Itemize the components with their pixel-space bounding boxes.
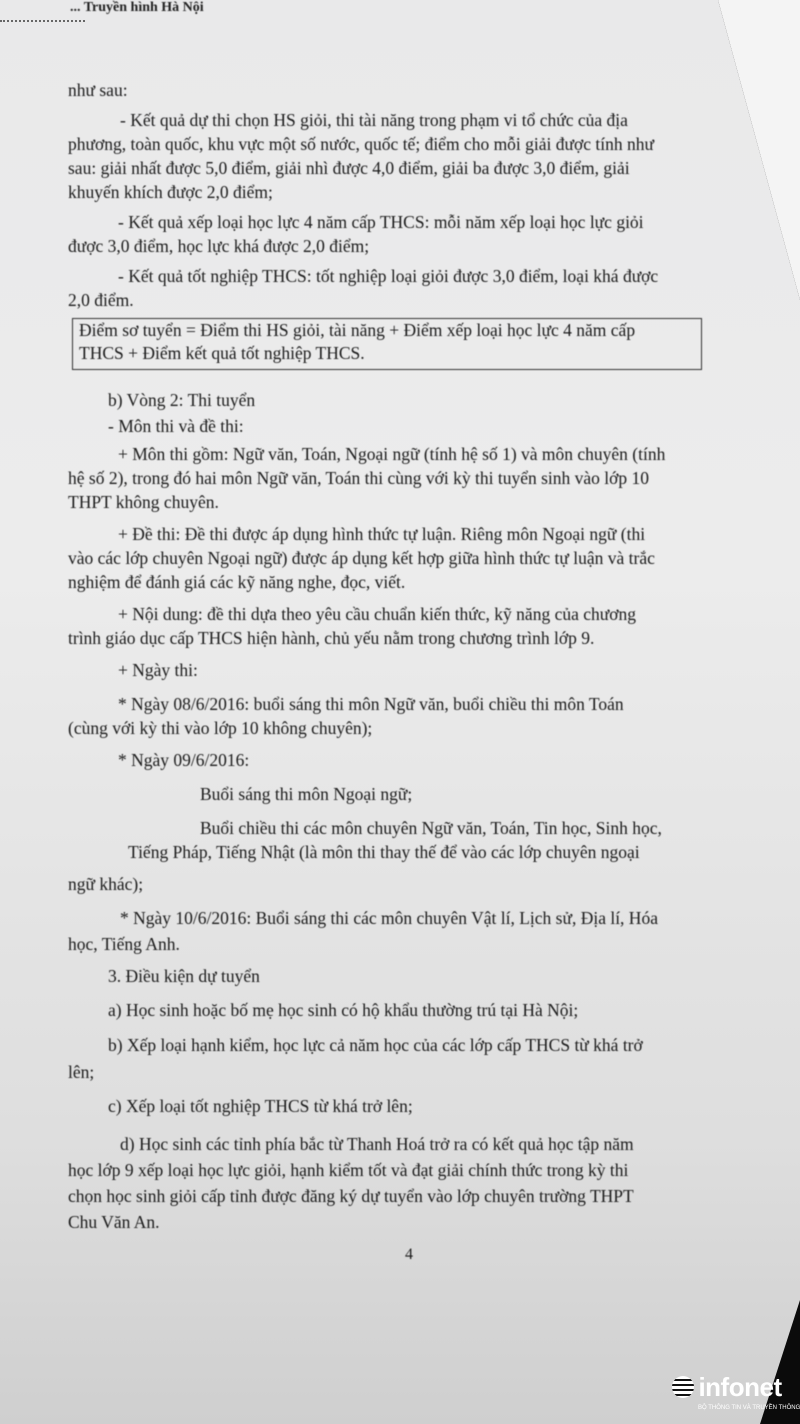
text-line: nghiệm để đánh giá các kỹ năng nghe, đọc, viết. [68,572,406,592]
text-line: b) Xếp loại hạnh kiểm, học lực cả năm học của các lớp cấp THCS từ khá trở [108,1035,643,1055]
text-line: lên; [68,1062,95,1082]
infonet-watermark [672,1372,800,1412]
text-line: (cùng với kỳ thi vào lớp 10 không chuyên); [68,718,373,738]
text-line: vào các lớp chuyên Ngoại ngữ) được áp dụng kết hợp giữa hình thức tự luận và trắc [68,548,655,568]
text-line: * Ngày 08/6/2016: buổi sáng thi môn Ngữ văn, buổi chiều thi môn Toán [118,694,624,714]
page-header: ... Truyền hình Hà Nội [70,0,204,15]
text-line: d) Học sinh các tỉnh phía bắc từ Thanh Hoá trở ra có kết quả học tập năm [120,1134,634,1154]
text-line: trình giáo dục cấp THCS hiện hành, chủ yếu nằm trong chương trình lớp 9. [68,628,595,648]
text-line: Tiếng Pháp, Tiếng Nhật (là môn thi thay thế để vào các lớp chuyên ngoại [128,842,640,862]
text-line: THPT không chuyên. [68,492,219,512]
text-line: + Đề thi: Đề thi được áp dụng hình thức tự luận. Riêng môn Ngoại ngữ (thi [118,524,646,544]
text-line: chọn học sinh giỏi cấp tỉnh được đăng ký dự tuyển vào lớp chuyên trường THPT [68,1186,634,1206]
text-line: - Kết quả tốt nghiệp THCS: tốt nghiệp loại giỏi được 3,0 điểm, loại khá được [118,266,659,286]
text-line: 3. Điều kiện dự tuyển [108,966,260,986]
text-line: sau: giải nhất được 5,0 điểm, giải nhì được 4,0 điểm, giải ba được 3,0 điểm, giải [68,158,630,178]
globe-icon [672,1376,694,1398]
formula-line: Điểm sơ tuyển = Điểm thi HS giỏi, tài năng + Điểm xếp loại học lực 4 năm cấp [79,320,636,340]
text-line: Buổi chiều thi các môn chuyên Ngữ văn, Toán, Tin học, Sinh học, [200,818,662,838]
text-line: hệ số 2), trong đó hai môn Ngữ văn, Toán thi cùng với kỳ thi tuyển sinh vào lớp 10 [68,468,650,488]
text-line: 2,0 điểm. [68,290,134,310]
text-line: + Môn thi gồm: Ngữ văn, Toán, Ngoại ngữ (tính hệ số 1) và môn chuyên (tính [118,444,666,464]
text-line: - Môn thi và đề thi: [108,416,244,436]
text-line: - Kết quả dự thi chọn HS giỏi, thi tài năng trong phạm vi tổ chức của địa [120,110,628,130]
text-line: c) Xếp loại tốt nghiệp THCS từ khá trở lên; [108,1096,413,1116]
text-line: được 3,0 điểm, học lực khá được 2,0 điểm; [68,236,370,256]
text-line: * Ngày 09/6/2016: [118,750,250,770]
text-line: ngữ khác); [68,874,144,894]
text-line: Chu Văn An. [68,1212,160,1232]
text-line: * Ngày 10/6/2016: Buổi sáng thi các môn chuyên Vật lí, Lịch sử, Địa lí, Hóa [120,908,658,928]
text-line: b) Vòng 2: Thi tuyển [108,390,256,410]
watermark-brand: infonet [698,1372,782,1402]
text-line: + Ngày thi: [118,660,198,680]
text-line: - Kết quả xếp loại học lực 4 năm cấp THCS: mỗi năm xếp loại học lực giỏi [118,212,644,232]
formula-box [72,318,702,370]
text-line: khuyến khích được 2,0 điểm; [68,182,273,202]
text-line: như sau: [68,80,128,100]
watermark-subtitle: BỘ THÔNG TIN VÀ TRUYỀN THÔNG [698,1405,800,1411]
text-line: phương, toàn quốc, khu vực một số nước, quốc tế; điểm cho mỗi giải được tính như [68,134,655,154]
page-number: 4 [405,1246,413,1263]
text-line: học lớp 9 xếp loại học lực giỏi, hạnh kiểm tốt và đạt giải chính thức trong kỳ thi [68,1160,629,1180]
text-line: a) Học sinh hoặc bố mẹ học sinh có hộ khẩu thường trú tại Hà Nội; [108,1000,579,1020]
text-line: Buổi sáng thi môn Ngoại ngữ; [200,784,413,804]
text-line: học, Tiếng Anh. [68,934,180,954]
text-line: + Nội dung: đề thi dựa theo yêu cầu chuẩn kiến thức, kỹ năng của chương [118,604,636,624]
formula-line: THCS + Điểm kết quả tốt nghiệp THCS. [79,343,365,363]
